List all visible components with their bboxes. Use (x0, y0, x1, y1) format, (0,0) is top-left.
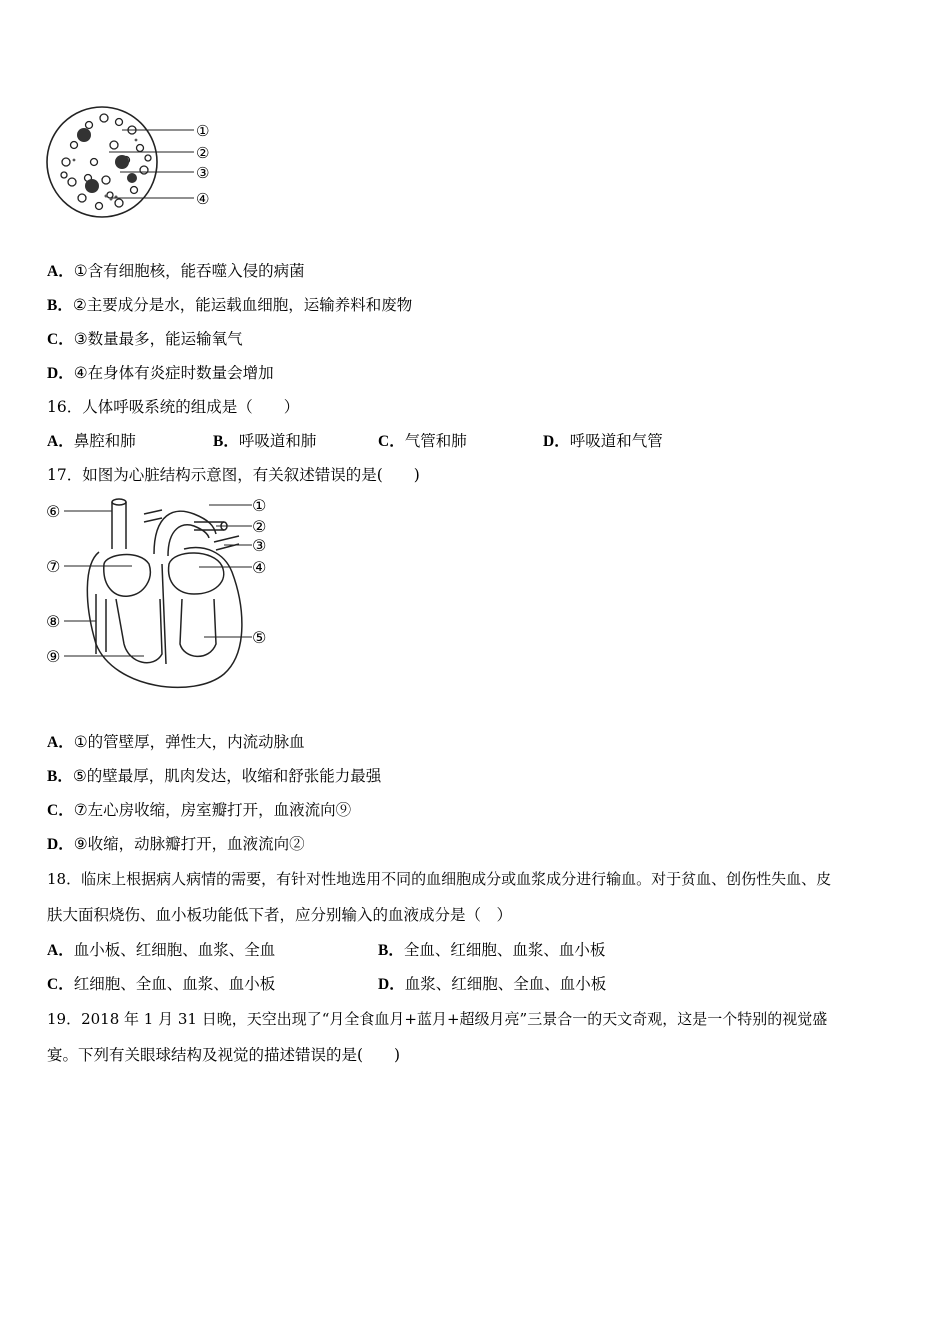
heart-diagram (44, 494, 274, 704)
heart-figure (44, 494, 274, 704)
q16-option-a[interactable]: A．鼻腔和肺 (47, 432, 136, 450)
blood-smear-figure (44, 100, 224, 230)
q18-option-a[interactable]: A．血小板、红细胞、血浆、全血 (47, 941, 276, 959)
q17-option-c[interactable]: C．⑦左心房收缩，房室瓣打开，血液流向⑨ (47, 801, 352, 819)
blood-label-2: ② (196, 144, 210, 162)
q15-option-d[interactable]: D．④在身体有炎症时数量会增加 (47, 364, 274, 382)
blood-label-3: ③ (196, 164, 210, 182)
heart-label-5: ⑤ (252, 628, 267, 647)
q18-option-c[interactable]: C．红细胞、全血、血浆、血小板 (47, 975, 276, 993)
heart-label-2: ② (252, 517, 267, 536)
heart-label-1: ① (252, 496, 267, 515)
heart-label-7: ⑦ (46, 557, 61, 576)
heart-label-8: ⑧ (46, 612, 61, 631)
q15-option-c[interactable]: C．③数量最多，能运输氧气 (47, 330, 243, 348)
q19-stem-line1: 19．2018 年 1 月 31 日晚，天空出现了“月全食血月+蓝月+超级月亮”三景合一的天文奇观，这是一个特别的视觉盛 (47, 1010, 828, 1028)
heart-label-3: ③ (252, 536, 267, 555)
heart-label-9: ⑨ (46, 647, 61, 666)
heart-label-4: ④ (252, 558, 267, 577)
q18-stem-line2: 肤大面积烧伤、血小板功能低下者，应分别输入的血液成分是（ ） (47, 906, 513, 924)
q17-stem: 17．如图为心脏结构示意图，有关叙述错误的是( ) (47, 466, 420, 484)
heart-label-6: ⑥ (46, 502, 61, 521)
q15-option-b[interactable]: B．②主要成分是水，能运载血细胞，运输养料和废物 (47, 296, 413, 314)
q16-option-b[interactable]: B．呼吸道和肺 (213, 432, 317, 450)
q19-stem-line2: 宴。下列有关眼球结构及视觉的描述错误的是( ) (47, 1046, 401, 1064)
blood-label-1: ① (196, 122, 210, 140)
blood-smear-diagram (44, 100, 224, 230)
q16-stem: 16．人体呼吸系统的组成是（ ） (47, 398, 300, 416)
q16-option-d[interactable]: D．呼吸道和气管 (543, 432, 663, 450)
q18-option-d[interactable]: D．血浆、红细胞、全血、血小板 (378, 975, 607, 993)
q18-option-b[interactable]: B．全血、红细胞、血浆、血小板 (378, 941, 606, 959)
q17-option-a[interactable]: A．①的管壁厚，弹性大，内流动脉血 (47, 733, 305, 751)
blood-label-4: ④ (196, 190, 210, 208)
q17-option-d[interactable]: D．⑨收缩，动脉瓣打开，血液流向② (47, 835, 305, 853)
q18-stem-line1: 18．临床上根据病人病情的需要，有针对性地选用不同的血细胞成分或血浆成分进行输血。对于贫血、创伤性失血、皮 (47, 870, 832, 888)
q15-option-a[interactable]: A．①含有细胞核，能吞噬入侵的病菌 (47, 262, 305, 280)
q17-option-b[interactable]: B．⑤的壁最厚，肌肉发达，收缩和舒张能力最强 (47, 767, 382, 785)
q16-option-c[interactable]: C．气管和肺 (378, 432, 467, 450)
